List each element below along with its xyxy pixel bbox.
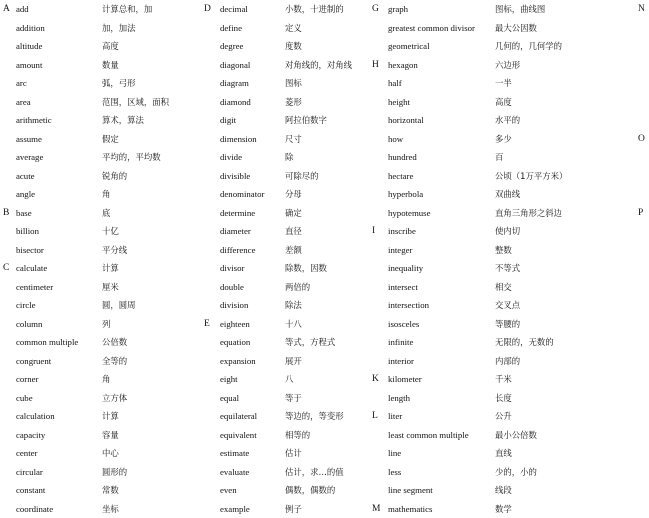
section-letter: I (372, 222, 375, 241)
glossary-row (204, 296, 370, 315)
glossary-row (372, 444, 634, 463)
glossary-row (372, 352, 634, 371)
chinese-meaning: 十八 (285, 315, 302, 334)
english-term: determine (220, 204, 255, 223)
glossary-row (3, 407, 203, 426)
vocab-column-3 (372, 0, 634, 518)
english-term: intersect (388, 278, 418, 297)
chinese-meaning: 小数，十进制的 (285, 0, 344, 19)
english-term: hundred (388, 148, 417, 167)
chinese-meaning: 相等的 (285, 426, 310, 445)
chinese-meaning: 除数，因数 (285, 259, 327, 278)
chinese-meaning: 相交 (495, 278, 512, 297)
glossary-row (3, 167, 203, 186)
glossary-row (3, 0, 203, 19)
glossary-row (3, 426, 203, 445)
english-term: horizontal (388, 111, 424, 130)
section-letter: A (3, 0, 10, 19)
glossary-row (3, 278, 203, 297)
english-term: how (388, 130, 403, 149)
chinese-meaning: 常数 (102, 481, 119, 500)
glossary-row (638, 0, 649, 19)
glossary-row (372, 389, 634, 408)
english-term: integer (388, 241, 412, 260)
chinese-meaning: 加，加法 (102, 19, 136, 38)
english-term: hyperbola (388, 185, 423, 204)
glossary-row (204, 352, 370, 371)
glossary-row (204, 333, 370, 352)
english-term: eight (220, 370, 238, 389)
glossary-row (204, 444, 370, 463)
glossary-row (372, 130, 634, 149)
glossary-row (204, 167, 370, 186)
english-term: center (16, 444, 38, 463)
glossary-row (3, 241, 203, 260)
glossary-row (372, 500, 634, 518)
vocab-column-2 (204, 0, 370, 518)
glossary-row (204, 222, 370, 241)
glossary-row (372, 241, 634, 260)
glossary-row (3, 185, 203, 204)
glossary-row (204, 500, 370, 518)
chinese-meaning: 交叉点 (495, 296, 520, 315)
english-term: eighteen (220, 315, 250, 334)
chinese-meaning: 容量 (102, 426, 119, 445)
english-term: coordinate (16, 500, 53, 518)
english-term: hypotemuse (388, 204, 431, 223)
chinese-meaning: 无限的，无数的 (495, 333, 554, 352)
english-term: graph (388, 0, 408, 19)
english-term: half (388, 74, 402, 93)
chinese-meaning: 两倍的 (285, 278, 310, 297)
chinese-meaning: 全等的 (102, 352, 127, 371)
glossary-row (638, 37, 649, 56)
chinese-meaning: 分母 (285, 185, 302, 204)
english-term: capacity (16, 426, 45, 445)
chinese-meaning: 偶数，偶数的 (285, 481, 335, 500)
chinese-meaning: 底 (102, 204, 110, 223)
glossary-row (372, 278, 634, 297)
glossary-row (638, 148, 649, 167)
glossary-row (372, 407, 634, 426)
glossary-row (638, 130, 649, 149)
english-term: hectare (388, 167, 413, 186)
section-letter: B (3, 204, 9, 223)
chinese-meaning: 水平的 (495, 111, 520, 130)
chinese-meaning: 直角三角形之斜边 (495, 204, 562, 223)
english-term: intersection (388, 296, 429, 315)
english-term: calculate (16, 259, 47, 278)
glossary-row (204, 315, 370, 334)
chinese-meaning: 等腰的 (495, 315, 520, 334)
chinese-meaning: 弧，弓形 (102, 74, 136, 93)
glossary-row (204, 37, 370, 56)
chinese-meaning: 等边的，等变形 (285, 407, 344, 426)
vocab-column-4 (638, 0, 649, 222)
chinese-meaning: 度数 (285, 37, 302, 56)
glossary-row (372, 185, 634, 204)
chinese-meaning: 中心 (102, 444, 119, 463)
section-letter: P (638, 204, 643, 223)
english-term: isosceles (388, 315, 419, 334)
glossary-row (3, 481, 203, 500)
chinese-meaning: 十亿 (102, 222, 119, 241)
section-letter: L (372, 407, 378, 426)
chinese-meaning: 阿拉伯数字 (285, 111, 327, 130)
english-term: kilometer (388, 370, 422, 389)
glossary-row (204, 74, 370, 93)
english-term: area (16, 93, 31, 112)
english-term: even (220, 481, 237, 500)
glossary-row (3, 370, 203, 389)
chinese-meaning: 除法 (285, 296, 302, 315)
english-term: double (220, 278, 244, 297)
english-term: constant (16, 481, 45, 500)
glossary-row (372, 19, 634, 38)
chinese-meaning: 厘米 (102, 278, 119, 297)
chinese-meaning: 八 (285, 370, 293, 389)
english-term: example (220, 500, 250, 518)
english-term: least common multiple (388, 426, 469, 445)
chinese-meaning: 算术，算法 (102, 111, 144, 130)
chinese-meaning: 一半 (495, 74, 512, 93)
glossary-row (638, 185, 649, 204)
glossary-row (204, 481, 370, 500)
glossary-row (372, 37, 634, 56)
chinese-meaning: 线段 (495, 481, 512, 500)
glossary-row (372, 296, 634, 315)
english-term: decimal (220, 0, 248, 19)
glossary-row (638, 167, 649, 186)
english-term: acute (16, 167, 35, 186)
section-letter: K (372, 370, 379, 389)
section-letter: G (372, 0, 379, 19)
glossary-row (372, 463, 634, 482)
chinese-meaning: 六边形 (495, 56, 520, 75)
english-term: assume (16, 130, 42, 149)
chinese-meaning: 公倍数 (102, 333, 127, 352)
english-term: expansion (220, 352, 256, 371)
chinese-meaning: 差额 (285, 241, 302, 260)
section-letter: C (3, 259, 9, 278)
section-letter: N (638, 0, 645, 19)
glossary-row (3, 296, 203, 315)
glossary-row (638, 19, 649, 38)
english-term: liter (388, 407, 402, 426)
glossary-row (3, 500, 203, 518)
chinese-meaning: 图标 (285, 74, 302, 93)
chinese-meaning: 计算总和，加 (102, 0, 152, 19)
english-term: centimeter (16, 278, 53, 297)
chinese-meaning: 范围，区域，面积 (102, 93, 169, 112)
glossary-row (204, 389, 370, 408)
chinese-meaning: 坐标 (102, 500, 119, 518)
glossary-row (3, 37, 203, 56)
chinese-meaning: 使内切 (495, 222, 520, 241)
english-term: diamond (220, 93, 251, 112)
chinese-meaning: 图标，曲线图 (495, 0, 545, 19)
glossary-row (3, 333, 203, 352)
chinese-meaning: 高度 (102, 37, 119, 56)
chinese-meaning: 长度 (495, 389, 512, 408)
english-term: inequality (388, 259, 423, 278)
english-term: congruent (16, 352, 51, 371)
english-term: evaluate (220, 463, 249, 482)
glossary-row (372, 333, 634, 352)
section-letter: O (638, 130, 645, 149)
english-term: divide (220, 148, 242, 167)
section-letter: M (372, 500, 380, 518)
chinese-meaning: 角 (102, 185, 110, 204)
chinese-meaning: 少的，小的 (495, 463, 537, 482)
english-term: inscribe (388, 222, 416, 241)
english-term: define (220, 19, 242, 38)
vocab-column-1 (3, 0, 203, 518)
english-term: diameter (220, 222, 251, 241)
chinese-meaning: 公升 (495, 407, 512, 426)
glossary-row (204, 130, 370, 149)
english-term: billion (16, 222, 39, 241)
chinese-meaning: 平分线 (102, 241, 127, 260)
glossary-row (372, 204, 634, 223)
english-term: digit (220, 111, 236, 130)
glossary-row (3, 444, 203, 463)
english-term: divisible (220, 167, 250, 186)
glossary-row (638, 56, 649, 75)
english-term: common multiple (16, 333, 78, 352)
english-term: cube (16, 389, 33, 408)
glossary-row (372, 315, 634, 334)
glossary-row (3, 111, 203, 130)
english-term: circle (16, 296, 36, 315)
english-term: estimate (220, 444, 249, 463)
chinese-meaning: 等于 (285, 389, 302, 408)
english-term: geometrical (388, 37, 430, 56)
chinese-meaning: 定义 (285, 19, 302, 38)
english-term: equal (220, 389, 239, 408)
chinese-meaning: 圆，圆周 (102, 296, 136, 315)
chinese-meaning: 数量 (102, 56, 119, 75)
glossary-row (204, 259, 370, 278)
chinese-meaning: 立方体 (102, 389, 127, 408)
glossary-row (3, 19, 203, 38)
glossary-row (204, 0, 370, 19)
glossary-row (638, 93, 649, 112)
glossary-row (204, 241, 370, 260)
chinese-meaning: 平均的，平均数 (102, 148, 161, 167)
glossary-row (372, 148, 634, 167)
glossary-row (204, 370, 370, 389)
glossary-row (372, 167, 634, 186)
chinese-meaning: 计算 (102, 407, 119, 426)
english-term: arithmetic (16, 111, 52, 130)
chinese-meaning: 计算 (102, 259, 119, 278)
chinese-meaning: 列 (102, 315, 110, 334)
english-term: infinite (388, 333, 413, 352)
chinese-meaning: 确定 (285, 204, 302, 223)
glossary-row (3, 204, 203, 223)
glossary-row (204, 185, 370, 204)
english-term: greatest common divisor (388, 19, 475, 38)
section-letter: H (372, 56, 379, 75)
glossary-row (372, 222, 634, 241)
english-term: difference (220, 241, 256, 260)
glossary-row (372, 111, 634, 130)
chinese-meaning: 菱形 (285, 93, 302, 112)
chinese-meaning: 例子 (285, 500, 302, 518)
chinese-meaning: 高度 (495, 93, 512, 112)
english-term: equivalent (220, 426, 257, 445)
english-term: mathematics (388, 500, 432, 518)
glossary-row (3, 56, 203, 75)
english-term: diagonal (220, 56, 250, 75)
glossary-row (204, 426, 370, 445)
glossary-row (372, 259, 634, 278)
glossary-row (3, 74, 203, 93)
chinese-meaning: 公顷（1万平方米） (495, 167, 567, 186)
chinese-meaning: 可除尽的 (285, 167, 319, 186)
glossary-row (372, 0, 634, 19)
chinese-meaning: 对角线的，对角线 (285, 56, 352, 75)
english-term: calculation (16, 407, 55, 426)
english-term: less (388, 463, 401, 482)
english-term: height (388, 93, 410, 112)
chinese-meaning: 千米 (495, 370, 512, 389)
glossary-row (638, 204, 649, 223)
glossary-row (3, 315, 203, 334)
chinese-meaning: 几何的，几何学的 (495, 37, 562, 56)
english-term: altitude (16, 37, 42, 56)
glossary-row (204, 19, 370, 38)
glossary-row (638, 74, 649, 93)
english-term: length (388, 389, 410, 408)
chinese-meaning: 等式，方程式 (285, 333, 335, 352)
chinese-meaning: 锐角的 (102, 167, 127, 186)
english-term: add (16, 0, 29, 19)
chinese-meaning: 百 (495, 148, 503, 167)
chinese-meaning: 双曲线 (495, 185, 520, 204)
english-term: amount (16, 56, 42, 75)
english-term: base (16, 204, 32, 223)
chinese-meaning: 整数 (495, 241, 512, 260)
english-term: equation (220, 333, 250, 352)
chinese-meaning: 圆形的 (102, 463, 127, 482)
glossary-row (3, 259, 203, 278)
english-term: division (220, 296, 248, 315)
english-term: equilateral (220, 407, 257, 426)
section-letter: D (204, 0, 211, 19)
english-term: line segment (388, 481, 433, 500)
glossary-row (204, 56, 370, 75)
glossary-row (3, 352, 203, 371)
chinese-meaning: 尺寸 (285, 130, 302, 149)
chinese-meaning: 多少 (495, 130, 512, 149)
english-term: line (388, 444, 401, 463)
english-term: average (16, 148, 43, 167)
glossary-row (204, 407, 370, 426)
english-term: corner (16, 370, 38, 389)
english-term: circular (16, 463, 43, 482)
glossary-row (372, 93, 634, 112)
chinese-meaning: 直径 (285, 222, 302, 241)
chinese-meaning: 角 (102, 370, 110, 389)
english-term: angle (16, 185, 35, 204)
glossary-row (372, 426, 634, 445)
glossary-row (638, 111, 649, 130)
chinese-meaning: 展开 (285, 352, 302, 371)
chinese-meaning: 估计，求…的值 (285, 463, 344, 482)
english-term: degree (220, 37, 243, 56)
chinese-meaning: 估计 (285, 444, 302, 463)
english-term: dimension (220, 130, 257, 149)
english-term: hexagon (388, 56, 418, 75)
english-term: bisector (16, 241, 44, 260)
english-term: addition (16, 19, 45, 38)
chinese-meaning: 最大公因数 (495, 19, 537, 38)
glossary-row (3, 389, 203, 408)
chinese-meaning: 数学 (495, 500, 512, 518)
english-term: arc (16, 74, 27, 93)
glossary-row (3, 130, 203, 149)
chinese-meaning: 不等式 (495, 259, 520, 278)
section-letter: E (204, 315, 210, 334)
chinese-meaning: 内部的 (495, 352, 520, 371)
english-term: column (16, 315, 42, 334)
glossary-row (3, 93, 203, 112)
glossary-row (372, 74, 634, 93)
english-term: divisor (220, 259, 244, 278)
glossary-row (372, 481, 634, 500)
glossary-row (3, 222, 203, 241)
glossary-row (204, 148, 370, 167)
english-term: denominator (220, 185, 264, 204)
chinese-meaning: 假定 (102, 130, 119, 149)
chinese-meaning: 除 (285, 148, 293, 167)
glossary-row (372, 370, 634, 389)
glossary-row (204, 93, 370, 112)
english-term: diagram (220, 74, 249, 93)
glossary-row (204, 463, 370, 482)
glossary-row (3, 463, 203, 482)
glossary-row (204, 204, 370, 223)
glossary-row (204, 111, 370, 130)
glossary-row (204, 278, 370, 297)
chinese-meaning: 最小公倍数 (495, 426, 537, 445)
glossary-row (372, 56, 634, 75)
english-term: interior (388, 352, 414, 371)
chinese-meaning: 直线 (495, 444, 512, 463)
glossary-row (3, 148, 203, 167)
